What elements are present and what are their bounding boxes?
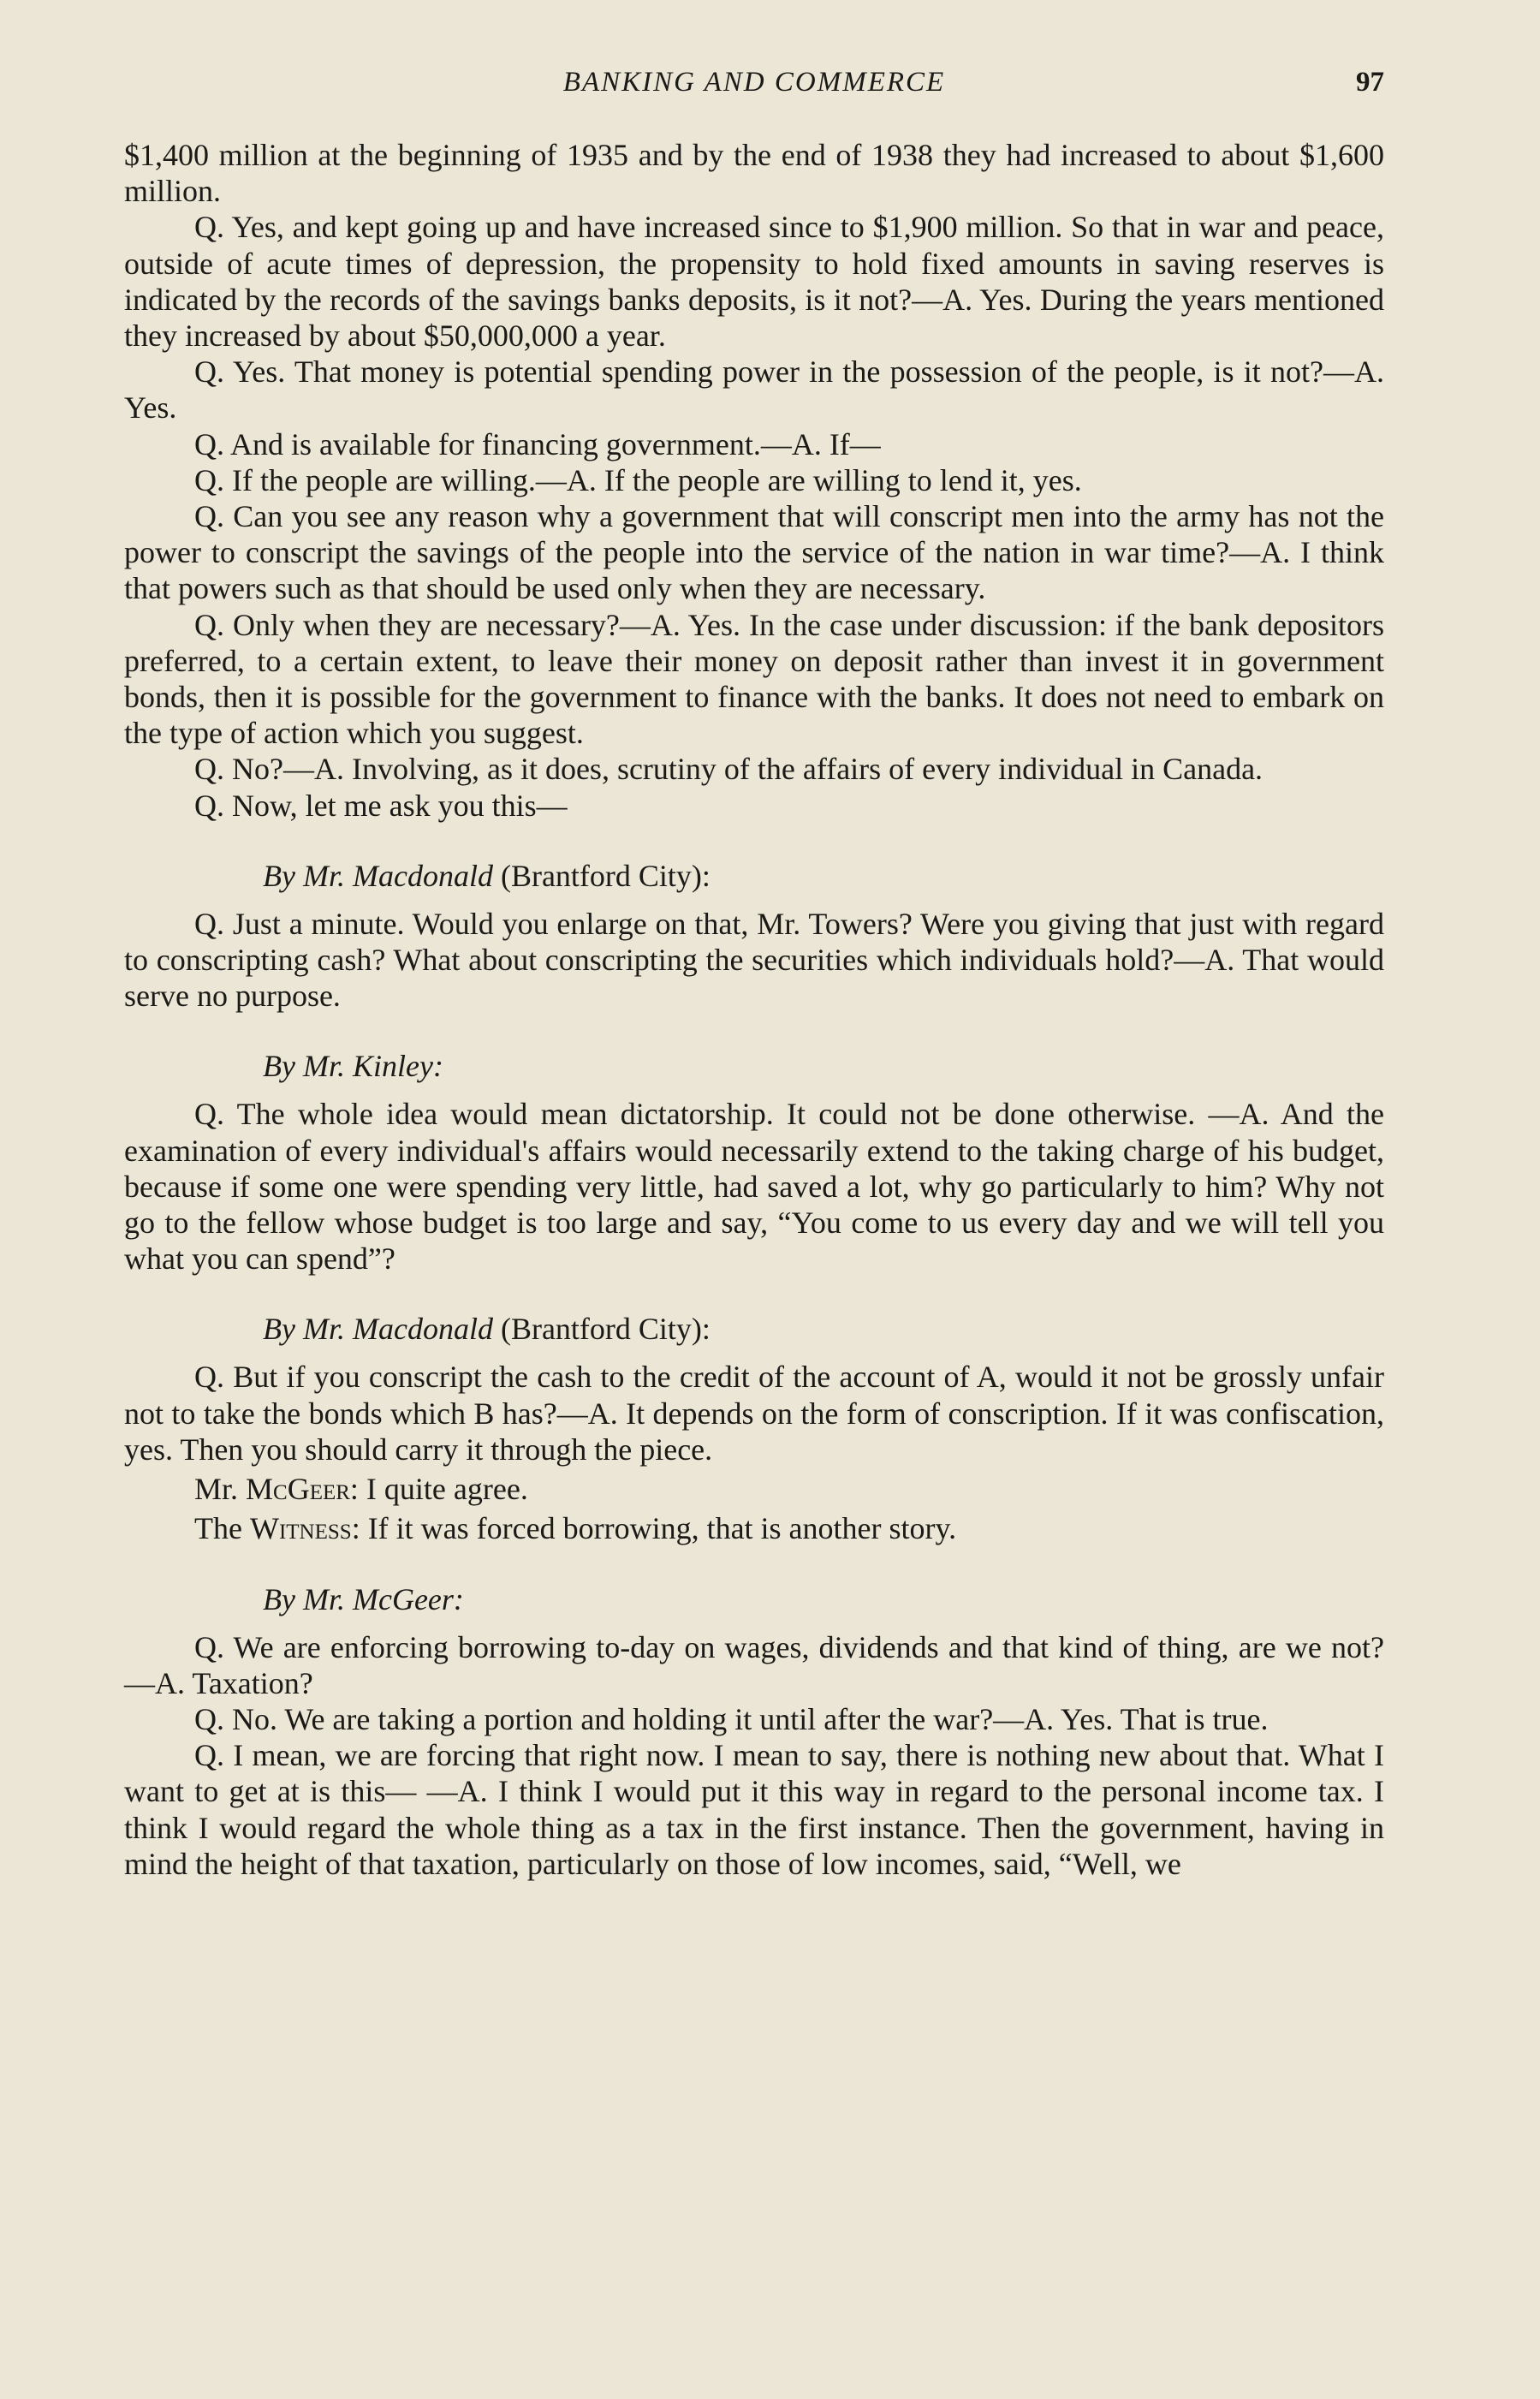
paragraph: Q. And is available for financing government.—A. If— [194, 426, 881, 461]
paragraph: Q. Yes. That money is potential spending power in the possession of the people, is it not?—A. Yes. [124, 354, 1384, 426]
remark-text: : If it was forced borrowing, that is another story. [351, 1511, 957, 1546]
paragraph: Q. Only when they are necessary?—A. Yes. In the case under discussion: if the bank depositors preferred, to a certain extent, to leave their money on deposit rather than invest it in government bonds, then it is possible for the government to finance with the banks. It does not need to embark on the type of action which you suggest. [124, 607, 1384, 751]
speaker-heading-kinley [124, 1048, 1384, 1084]
paragraph: Q. Now, let me ask you this— [194, 788, 568, 823]
remark-mcgeer [124, 1471, 1384, 1507]
speaker-heading-macdonald [124, 858, 1384, 894]
page-number: 97 [1356, 67, 1384, 98]
speaker-name: By Mr. McGeer: [263, 1581, 464, 1616]
speaker-place: (Brantford City): [492, 858, 711, 893]
speaker-name: By Mr. Kinley: [263, 1049, 443, 1084]
speaker-name: By Mr. Macdonald [263, 858, 493, 893]
paragraph: Q. We are enforcing borrowing to-day on wages, dividends and that kind of thing, are we not?—A. Taxation? [124, 1629, 1384, 1700]
remark-speaker: McGeer [246, 1472, 350, 1507]
paragraph: Q. The whole idea would mean dictatorship. It could not be done otherwise. —A. And the examination of every individual's affairs would necessarily extend to the taking charge of his budget, because if some one were spending very little, had saved a lot, why go particularly to him? Why not go to the fellow whose budget is too large and say, “You come to us every day and we will tell you what you can spend”? [124, 1097, 1384, 1277]
paragraph: Q. I mean, we are forcing that right now. I mean to say, there is nothing new about that. What I want to get at is this— —A. I think I would put it this way in regard to the personal income tax. I think I would regard the whole thing as a tax in the first instance. Then the government, having in mind the height of that taxation, particularly on those of low incomes, said, “Well, we [124, 1738, 1384, 1881]
paragraph: Q. Yes, and kept going up and have increased since to $1,900 million. So that in war and peace, outside of acute times of depression, the propensity to hold fixed amounts in saving reserves is indicated by the records of the savings banks deposits, is it not?—A. Yes. During the years mentioned they increased by about $50,000,000 a year. [124, 210, 1384, 354]
paragraph: Q. No. We are taking a portion and holding it until after the war?—A. Yes. That is true. [194, 1701, 1269, 1736]
remark-text: : I quite agree. [349, 1472, 528, 1507]
remark-witness [124, 1510, 1384, 1546]
running-title: BANKING AND COMMERCE [562, 67, 946, 98]
remark-prefix: Mr. [194, 1472, 247, 1507]
paragraph: Q. Just a minute. Would you enlarge on that, Mr. Towers? Were you giving that just with regard to conscripting cash? What about conscripting the securities which individuals hold?—A. That would serve no purpose. [124, 906, 1384, 1014]
speaker-heading-macdonald [124, 1311, 1384, 1347]
paragraph: Q. But if you conscript the cash to the credit of the account of A, would it not be grossly unfair not to take the bonds which B has?—A. It depends on the form of conscription. If it was confiscation, yes. Then you should carry it through the piece. [124, 1360, 1384, 1467]
paragraph: $1,400 million at the beginning of 1935 and by the end of 1938 they had increased to about $1,600 million. [124, 138, 1384, 209]
remark-speaker: Witness [249, 1511, 352, 1546]
page-header [124, 67, 1384, 110]
paragraph: Q. If the people are willing.—A. If the people are willing to lend it, yes. [194, 462, 1082, 497]
speaker-name: By Mr. Macdonald [263, 1312, 493, 1347]
speaker-place: (Brantford City): [492, 1312, 711, 1347]
paragraph: Q. No?—A. Involving, as it does, scrutiny of the affairs of every individual in Canada. [194, 752, 1264, 787]
paragraph: Q. Can you see any reason why a government that will conscript men into the army has not the power to conscript the savings of the people into the service of the nation in war time?—A. I think that powers such as that should be used only when they are necessary. [124, 499, 1384, 606]
remark-prefix: The [194, 1511, 250, 1546]
speaker-heading-mcgeer [124, 1581, 1384, 1617]
page-body [124, 137, 1384, 1882]
